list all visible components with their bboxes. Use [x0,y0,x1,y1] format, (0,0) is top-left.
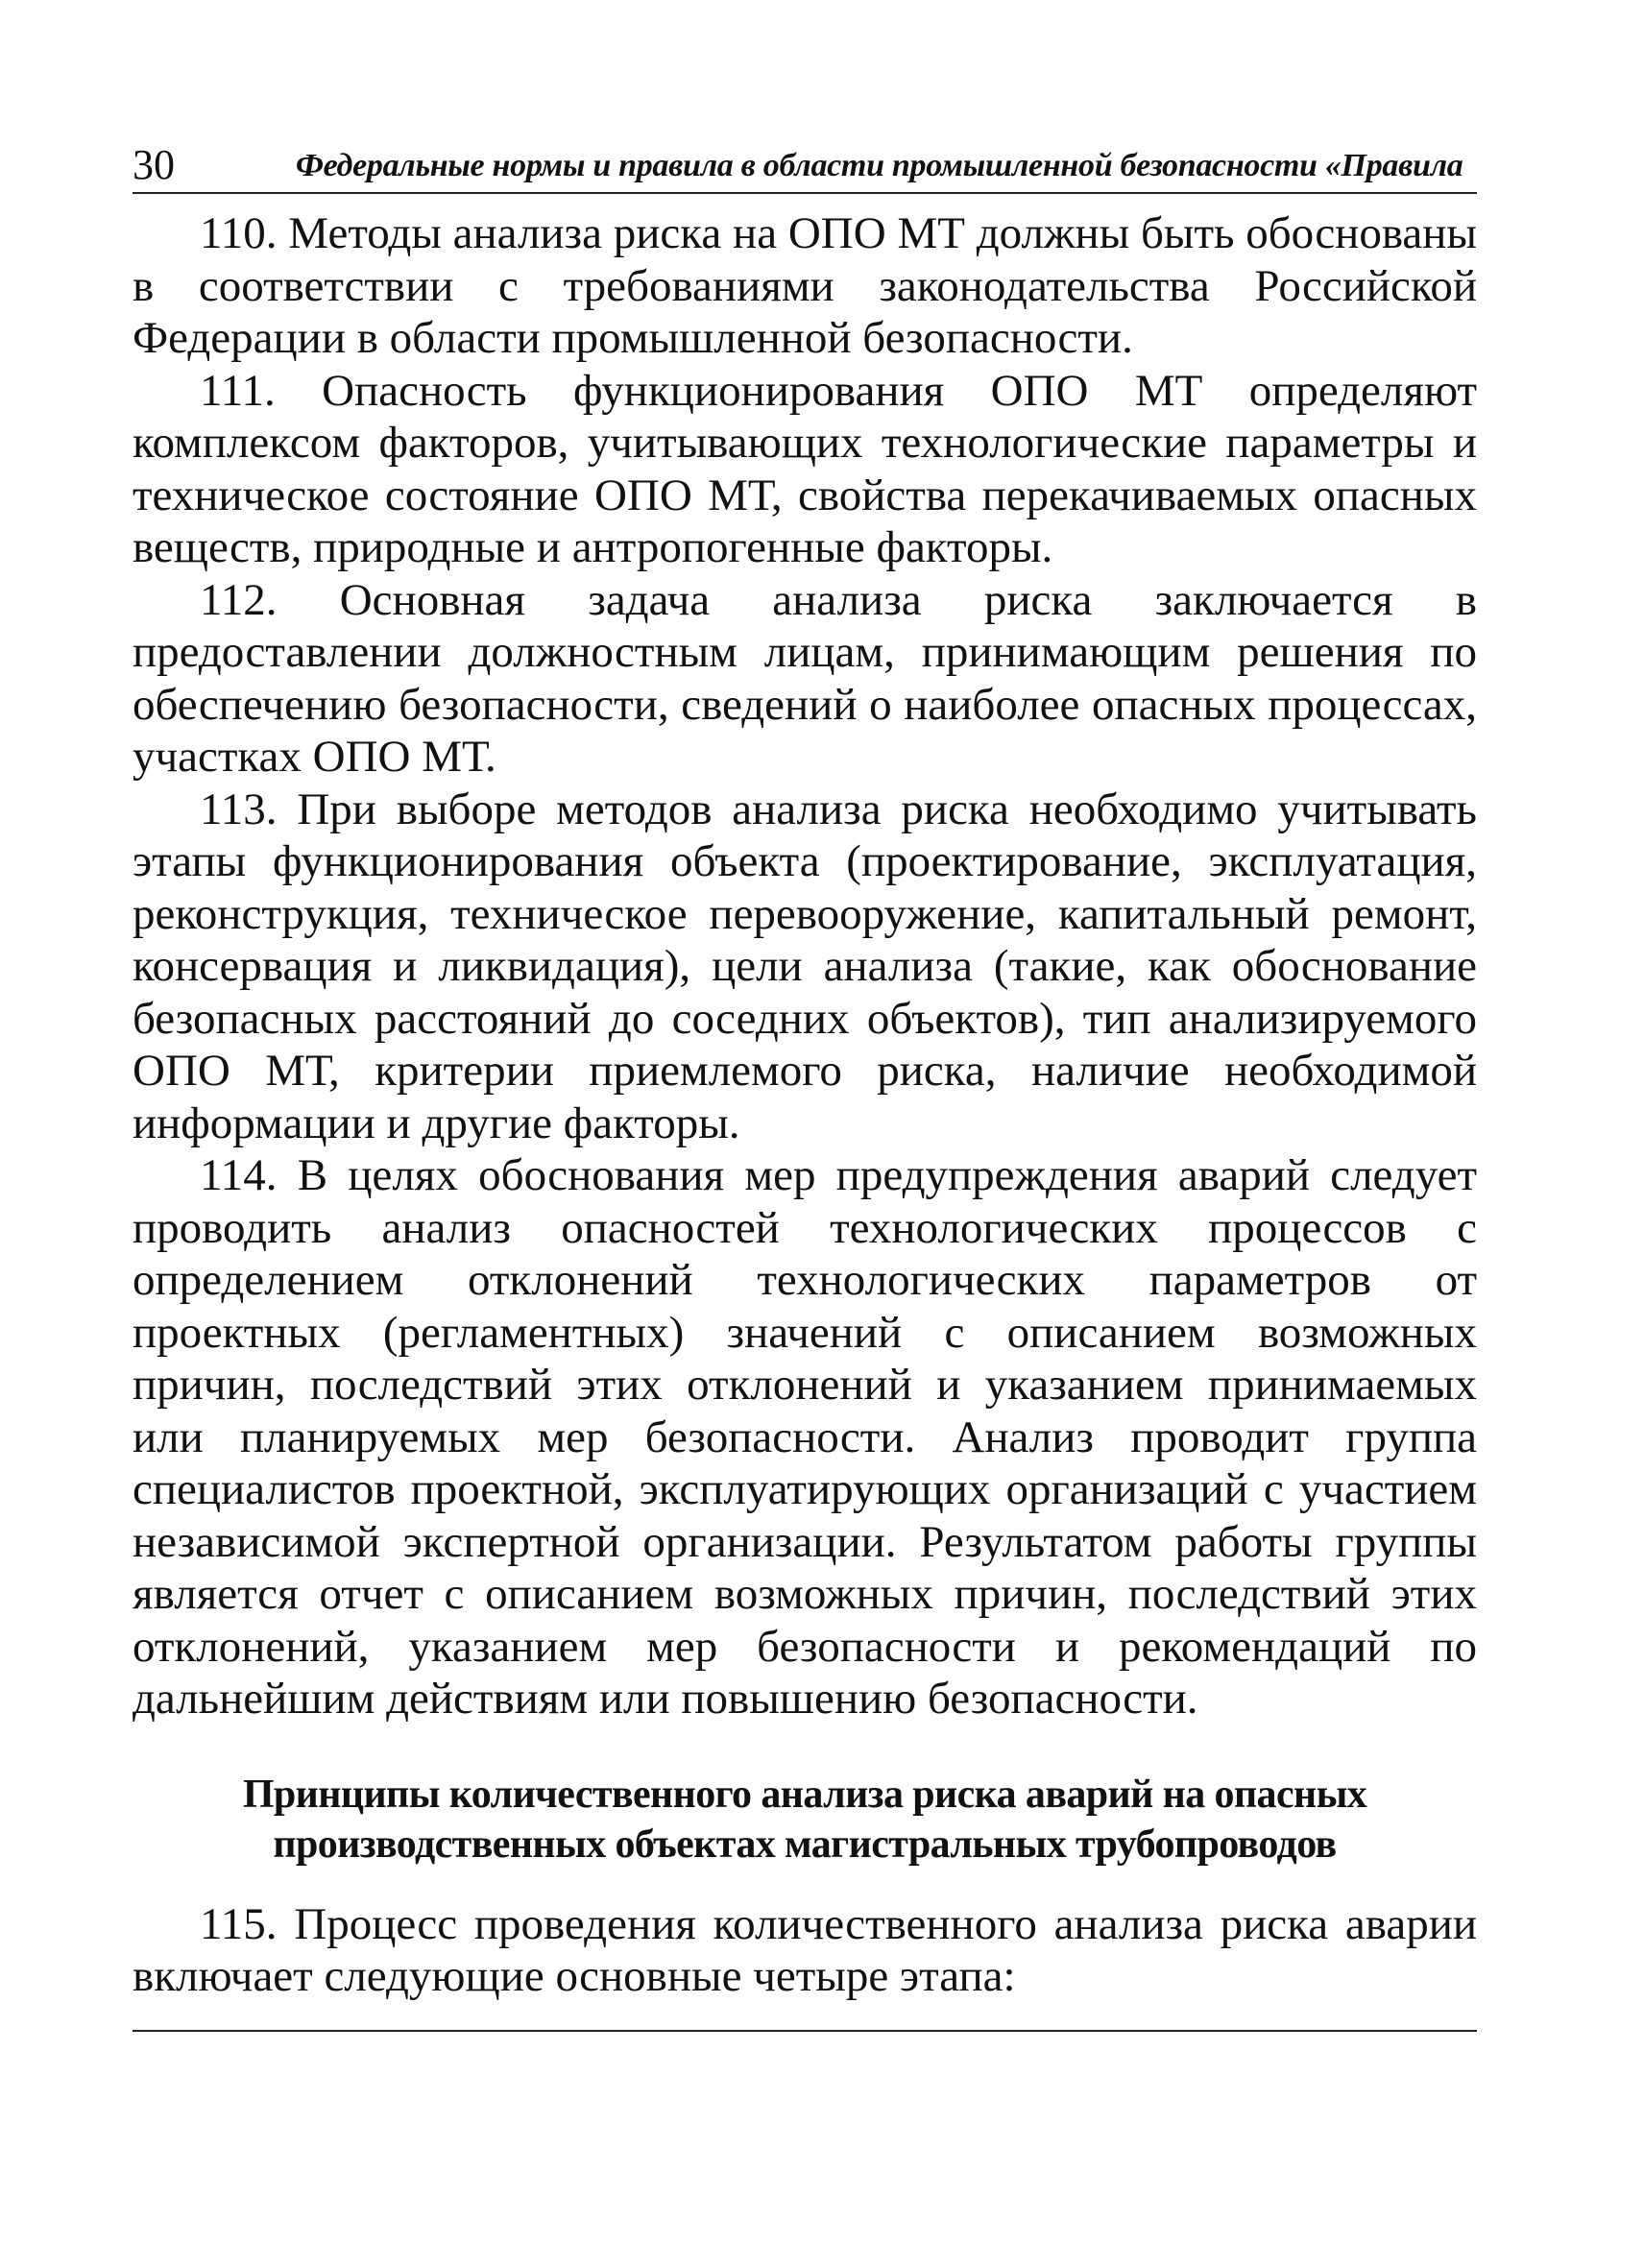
body-text [133,207,1477,2003]
paragraph-112: 112. Основная задача анализа риска заключается в предоставлении должностным лицам, принимающим решения по обеспечению безопасности, сведений о наиболее опасных процессах, участках ОПО МТ. [133,574,1477,782]
paragraph-111: 111. Опасность функционирования ОПО МТ определяют комплексом факторов, учитывающих технологические параметры и техническое состояние ОПО МТ, свойства перекачиваемых опасных веществ, природные и антропогенные факторы. [133,365,1477,572]
paragraph-110: 110. Методы анализа риска на ОПО МТ должны быть обоснованы в соответствии с требованиями законодательства Российской Федерации в области промышленной безопасности. [133,208,1477,363]
paragraph-113: 113. При выборе методов анализа риска необходимо учитывать этапы функционирования объекта (проектирование, эксплуатация, реконструкция, техническое перевооружение, капитальный ремонт, консервация и ликвидация), цели анализа (такие, как обоснование безопасных расстояний до соседних объектов), тип анализируемого ОПО МТ, критерии приемлемого риска, наличие необходимой информации и другие факторы. [133,784,1477,1148]
page-number: 30 [133,141,175,188]
running-header [133,131,1477,194]
paragraph-115: 115. Процесс проведения количественного анализа риска аварии включает следующие основные четыре этапа: [133,1898,1477,2001]
section-heading: Принципы количественного анализа риска аварий на опасных производственных объектах магистральных трубопроводов [242,1772,1367,1867]
document-page [133,131,1477,2032]
running-header-title: Федеральные нормы и правила в области промышленной безопасности «Правила [296,148,1463,183]
paragraph-114: 114. В целях обоснования мер предупреждения аварий следует проводить анализ опасностей технологических процессов с определением отклонений технологических параметров от проектных (регламентных) значений с описанием возможных причин, последствий этих отклонений и указанием принимаемых или планируемых мер безопасности. Анализ проводит группа специалистов проектной, эксплуатирующих организаций с участием независимой экспертной организации. Результатом работы группы является отчет с описанием возможных причин, последствий этих отклонений, указанием мер безопасности и рекомендаций по дальнейшим действиям или повышению безопасности. [133,1150,1477,1724]
bottom-rule [133,2030,1477,2032]
